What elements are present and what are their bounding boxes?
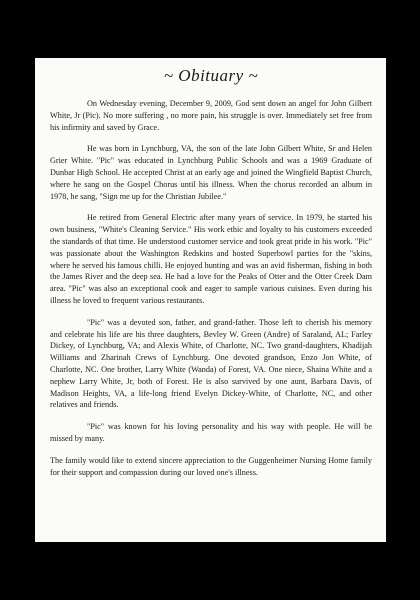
paragraph-remembrance: "Pic" was known for his loving personality and his way with people. He will be missed by many. [50,422,372,443]
paragraph-career: He retired from General Electric after many years of service. In 1979, he started his own business, "White's Cleaning Service." His work ethic and loyalty to his customers exceeded the standards of that time. He understood customer service and took great pride in his work. "Pic" was passionate about the Washington Redskins and hosted Superbowl parties for the "skins, where he served his famous chilli. He enjoyed hunting and was an avid fisherman, fishing in both the James River and the deep sea. He had a love for the Peaks of Otter and the Otter Creek Dam area. "Pic" was also an exceptional cook and eager to sample various cuisines. Even during his illness he loved to frequent various restaurants. [50,213,372,305]
paragraph-acknowledgement: The family would like to extend sincere appreciation to the Guggenheimer Nursing Home family for their support and compassion during our loved one's illness. [50,455,372,477]
paragraph-early-life: He was born in Lynchburg, VA, the son of the late John Gilbert White, Sr and Helen Grier White. "Pic" was educated in Lynchburg Public Schools and was a 1969 Graduate of Dunbar High School. He accepted Christ at an early age and joined the Wingfield Baptist Church, where he sang on the Gospel Chorus until his illness. When the chorus recorded an album in 1978, he sang, "Sign me up for the Christian Jubilee." [50,144,372,201]
paragraph-passing: On Wednesday evening, December 9, 2009, God sent down an angel for John Gilbert White, Jr (Pic). No more suffering , no more pain, his struggle is over. Immediately set free from his infirmity and saved by Grace. [50,99,372,132]
paragraph-survivors: "Pic" was a devoted son, father, and grand-father. Those left to cherish his memory and celebrate his life are his three daughters, Bevley W. Green (Andre) of Saraland, AL; Farley Dickey, of Lynchburg, VA; and Alexis White, of Charlotte, NC. Two grand-daughters, Khadijah Williams and Zharinah Crews of Lynchburg. One devoted grandson, Enzo Jon White, of Charlotte, NC. One brother, Larry White (Wanda) of Forest, VA. One niece, Shaina White and a nephew Larry White, Jr, both of Forest. He is also survived by one aunt, Barbara Davis, of Madison Heights, VA, a life-long friend Evelyn Dickey-White, of Charlotte, NC, and other relatives and friends. [50,317,372,410]
page-title: ~ Obituary ~ [163,66,259,85]
obituary-page [35,58,386,542]
